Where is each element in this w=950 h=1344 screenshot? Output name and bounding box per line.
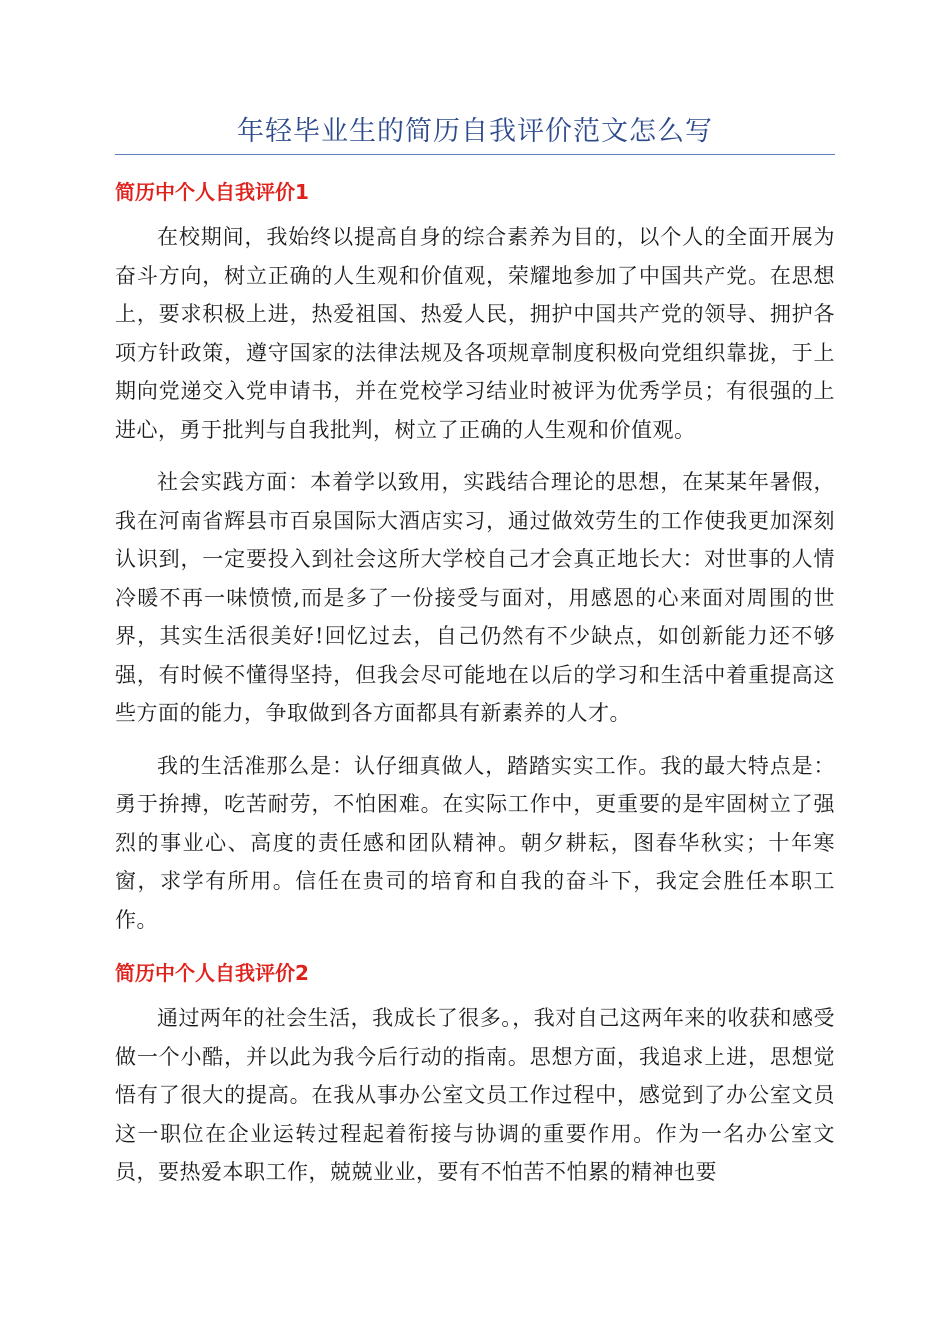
section-heading: 简历中个人自我评价2 xyxy=(115,961,309,985)
paragraph: 在校期间，我始终以提高自身的综合素养为目的，以个人的全面开展为奋斗方向，树立正确的人生观和价值观，荣耀地参加了中国共产党。在思想上，要求积极上进，热爱祖国、热爱人民，拥护中国共产党的领导、拥护各项方针政策，遵守国家的法律法规及各项规章制度积极向党组织靠拢，于上期向党递交入党申请书，并在党校学习结业时被评为优秀学员；有很强的上进心，勇于批判与自我批判，树立了正确的人生观和价值观。 xyxy=(115,225,835,442)
document-body xyxy=(115,172,835,1206)
paragraph: 社会实践方面：本着学以致用，实践结合理论的思想，在某某年暑假，我在河南省辉县市百泉国际大酒店实习，通过做效劳生的工作使我更加深刻认识到，一定要投入到社会这所大学校自己才会真正地长大：对世事的人情冷暖不再一味愤愤,而是多了一份接受与面对，用感恩的心来面对周围的世界，其实生活很美好!回忆过去，自己仍然有不少缺点，如创新能力还不够强，有时候不懂得坚持，但我会尽可能地在以后的学习和生活中着重提高这些方面的能力，争取做到各方面都具有新素养的人才。 xyxy=(115,470,835,725)
title-underline xyxy=(115,154,835,155)
section-1 xyxy=(115,172,835,939)
section-heading: 简历中个人自我评价1 xyxy=(115,180,309,204)
paragraph: 我的生活准那么是：认仔细真做人，踏踏实实工作。我的最大特点是：勇于拚搏，吃苦耐劳，不怕困难。在实际工作中，更重要的是牢固树立了强烈的事业心、高度的责任感和团队精神。朝夕耕耘，图春华秋实；十年寒窗，求学有所用。信任在贵司的培育和自我的奋斗下，我定会胜任本职工作。 xyxy=(115,753,835,932)
document-title: 年轻毕业生的简历自我评价范文怎么写 xyxy=(237,116,713,147)
paragraph: 通过两年的社会生活，我成长了很多。，我对自己这两年来的收获和感受做一个小酷，并以此为我今后行动的指南。思想方面，我追求上进，思想觉悟有了很大的提高。在我从事办公室文员工作过程中，感觉到了办公室文员这一职位在企业运转过程起着衔接与协调的重要作用。作为一名办公室文员，要热爱本职工作，兢兢业业，要有不怕苦不怕累的精神也要 xyxy=(115,1006,835,1184)
section-2 xyxy=(115,953,835,1192)
